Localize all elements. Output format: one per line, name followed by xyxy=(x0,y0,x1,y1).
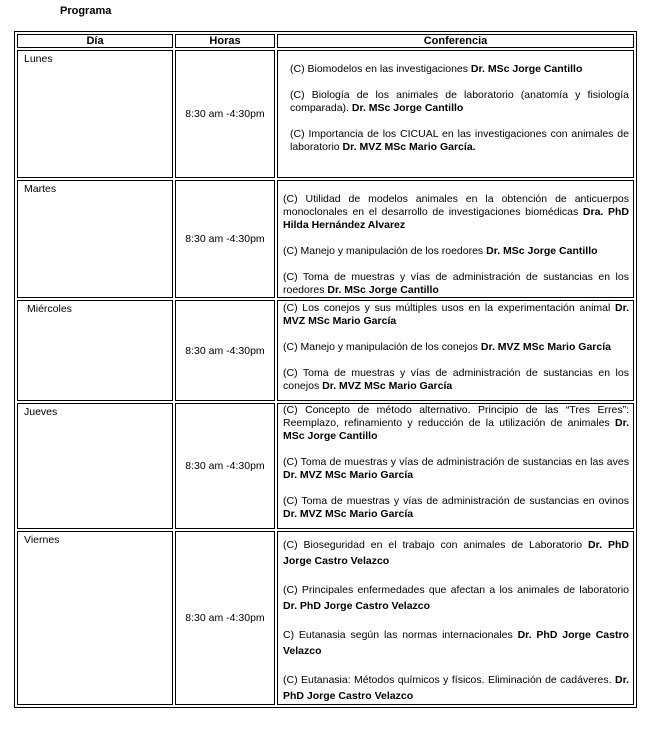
conference-item xyxy=(283,245,629,258)
table-row xyxy=(17,531,634,705)
day-cell: Jueves xyxy=(17,403,173,529)
conference-topic: C) Eutanasia según las normas internacionales xyxy=(283,629,518,641)
conference-speaker: Dr. PhD Jorge Castro Velazco xyxy=(283,674,629,702)
conference-speaker: Dr. MSc Jorge Cantillo xyxy=(283,417,629,442)
conference-item xyxy=(283,537,629,569)
conference-cell xyxy=(277,180,634,298)
conference-topic: (C) Manejo y manipulación de los roedores xyxy=(283,245,487,257)
conference-topic: (C) Bioseguridad en el trabajo con animales de Laboratorio xyxy=(283,539,589,551)
conference-speaker: Dr. MVZ MSc Mario García xyxy=(283,302,629,327)
hours-cell: 8:30 am -4:30pm xyxy=(175,50,275,178)
conference-topic: (C) Utilidad de modelos animales en la obtención de anticuerpos monoclonales en el desarrollo de investigaciones biomédicas xyxy=(283,193,629,218)
conference-topic: (C) Biomodelos en las investigaciones xyxy=(290,63,471,75)
table-row xyxy=(17,180,634,298)
header-dia: Día xyxy=(17,34,173,48)
table-row xyxy=(17,403,634,529)
conference-item xyxy=(283,302,629,328)
conference-speaker: Dr. MSc Jorge Cantillo xyxy=(351,102,464,114)
conference-item xyxy=(283,672,629,704)
conference-topic: (C) Toma de muestras y vías de administración de sustancias en ovinos xyxy=(283,495,629,507)
conference-speaker: Dr. PhD Jorge Castro Velazco xyxy=(283,629,629,657)
header-horas: Horas xyxy=(175,34,275,48)
conference-topic: (C) Biología de los animales de laboratorio (anatomía y fisiología comparada). xyxy=(290,89,629,114)
day-cell: Martes xyxy=(17,180,173,298)
conference-item xyxy=(283,271,629,297)
conference-speaker: Dr. MSc Jorge Cantillo xyxy=(470,63,583,75)
conference-topic: (C) Concepto de método alternativo. Principio de las “Tres Erres”: Reemplazo, refinamiento y reducción de la utilización de animales xyxy=(283,404,629,429)
header-conferencia: Conferencia xyxy=(277,34,634,48)
day-cell: Viernes xyxy=(17,531,173,705)
conference-item xyxy=(283,582,629,614)
conference-topic: (C) Principales enfermedades que afectan a los animales de laboratorio xyxy=(283,584,629,596)
conference-speaker: Dr. MVZ MSc Mario García xyxy=(283,508,414,520)
conference-cell xyxy=(277,531,634,705)
program-table xyxy=(14,31,637,708)
conference-cell xyxy=(277,50,634,178)
conference-speaker: Dr. MSc Jorge Cantillo xyxy=(327,284,439,296)
conference-item xyxy=(283,341,629,354)
conference-speaker: Dr. MVZ MSc Mario García. xyxy=(342,141,476,153)
hours-cell: 8:30 am -4:30pm xyxy=(175,180,275,298)
conference-speaker: Dr. MVZ MSc Mario García xyxy=(322,380,453,392)
conference-speaker: Dr. MVZ MSc Mario García xyxy=(283,469,414,481)
conference-topic: (C) Toma de muestras y vías de administración de sustancias en los roedores xyxy=(283,271,629,296)
conference-speaker: Dra. PhD Hilda Hernández Alvarez xyxy=(283,206,629,231)
conference-speaker: Dr. MVZ MSc Mario García xyxy=(480,341,611,353)
conference-topic: (C) Toma de muestras y vías de administración de sustancias en los conejos xyxy=(283,367,629,392)
header-row xyxy=(17,34,634,48)
conference-cell xyxy=(277,300,634,401)
day-cell: Lunes xyxy=(17,50,173,178)
table-row xyxy=(17,50,634,178)
conference-topic: (C) Los conejos y sus múltiples usos en la experimentación animal xyxy=(283,302,615,314)
conference-item xyxy=(290,63,629,76)
conference-item xyxy=(283,193,629,232)
conference-topic: (C) Manejo y manipulación de los conejos xyxy=(283,341,481,353)
hours-cell: 8:30 am -4:30pm xyxy=(175,300,275,401)
conference-item xyxy=(283,404,629,443)
table-row xyxy=(17,300,634,401)
hours-cell: 8:30 am -4:30pm xyxy=(175,403,275,529)
conference-item xyxy=(290,89,629,115)
conference-item xyxy=(283,456,629,482)
conference-speaker: Dr. MSc Jorge Cantillo xyxy=(486,245,598,257)
hours-cell: 8:30 am -4:30pm xyxy=(175,531,275,705)
conference-item xyxy=(283,367,629,393)
conference-topic: (C) Eutanasia: Métodos químicos y físicos. Eliminación de cadáveres. xyxy=(283,674,615,686)
day-cell: Miércoles xyxy=(17,300,173,401)
page-title: Programa xyxy=(60,5,112,17)
conference-item xyxy=(283,495,629,521)
conference-topic: (C) Importancia de los CICUAL en las investigaciones con animales de laboratorio xyxy=(290,128,629,153)
conference-speaker: Dr. PhD Jorge Castro Velazco xyxy=(283,600,431,612)
conference-topic: (C) Toma de muestras y vías de administración de sustancias en las aves xyxy=(283,456,629,468)
conference-speaker: Dr. PhD Jorge Castro Velazco xyxy=(283,539,629,567)
conference-item xyxy=(290,128,629,154)
conference-cell xyxy=(277,403,634,529)
conference-item xyxy=(283,627,629,659)
